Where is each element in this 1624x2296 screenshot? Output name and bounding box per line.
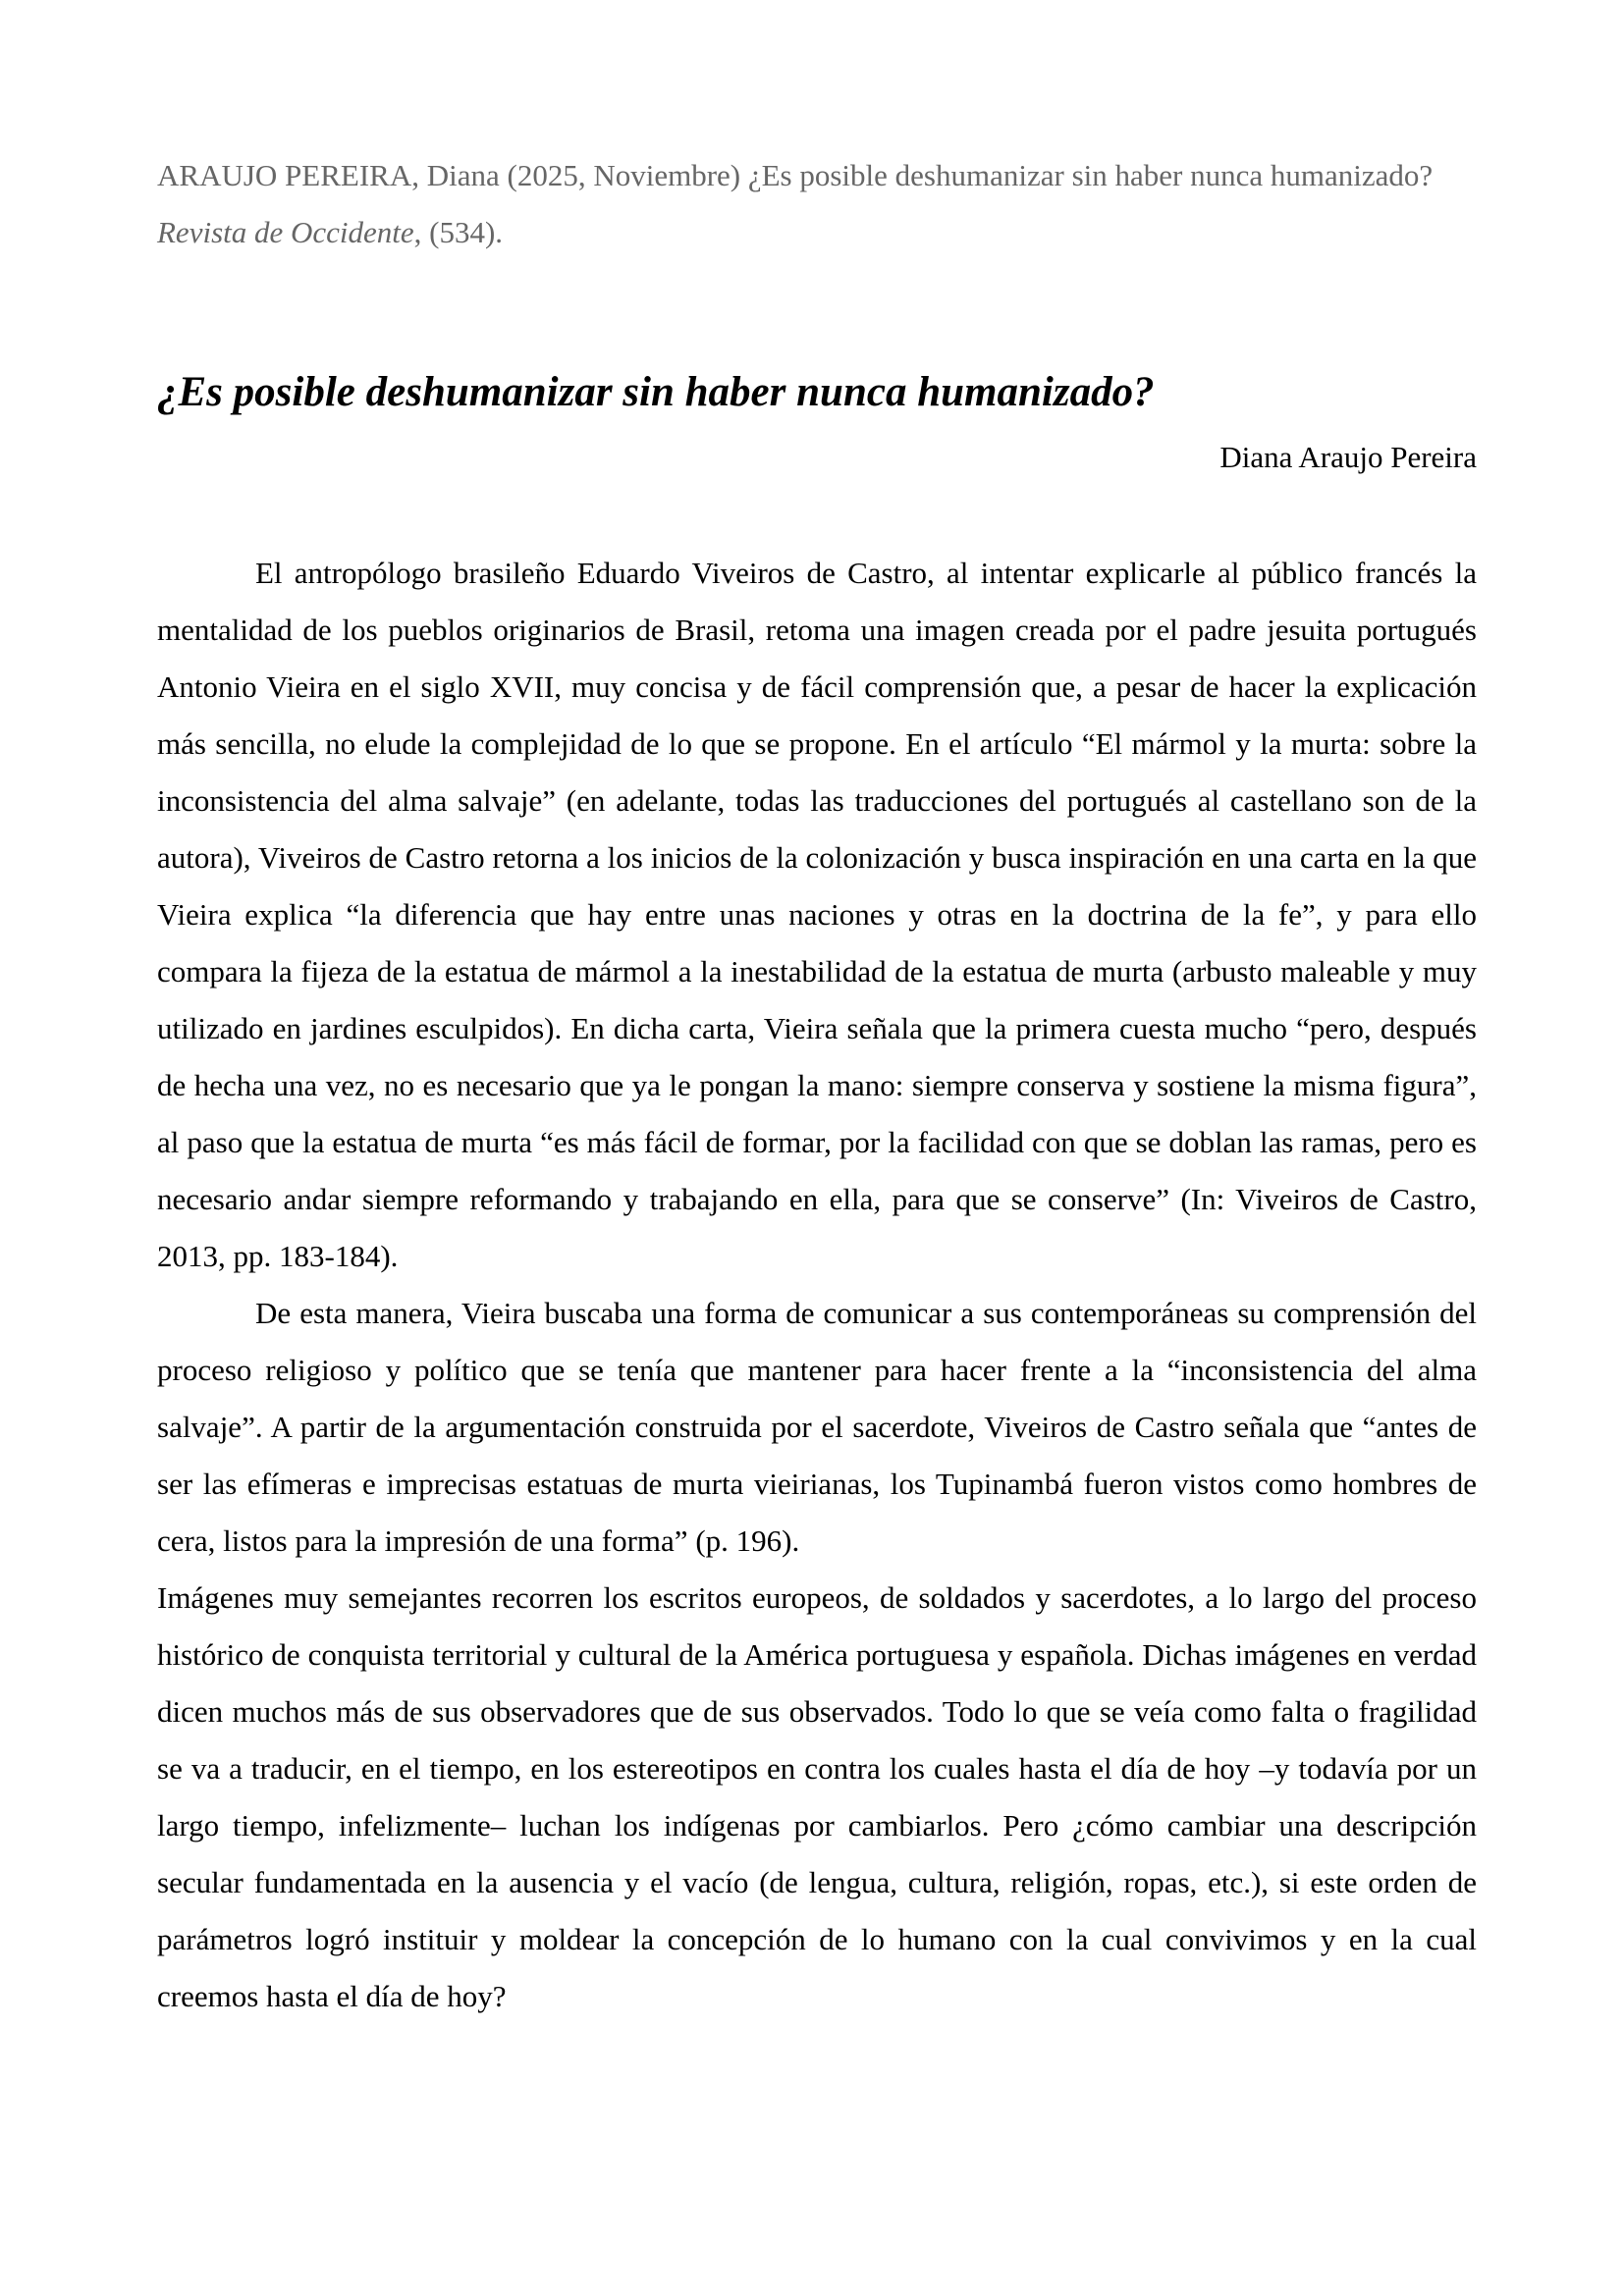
citation-journal: Revista de Occidente [157, 215, 414, 249]
citation [157, 147, 1477, 261]
paragraph-1: El antropólogo brasileño Eduardo Viveiros de Castro, al intentar explicarle al público francés la mentalidad de los pueblos originarios de Brasil, retoma una imagen creada por el padre jesuita portugués Antonio Vieira en el siglo XVII, muy concisa y de fácil comprensión que, a pesar de hacer la explicación más sencilla, no elude la complejidad de lo que se propone. En el artículo “El mármol y la murta: sobre la inconsistencia del alma salvaje” (en adelante, todas las traducciones del portugués al castellano son de la autora), Viveiros de Castro retorna a los inicios de la colonización y busca inspiración en una carta en la que Vieira explica “la diferencia que hay entre unas naciones y otras en la doctrina de la fe”, y para ello compara la fijeza de la estatua de mármol a la inestabilidad de la estatua de murta (arbusto maleable y muy utilizado en jardines esculpidos). En dicha carta, Vieira señala que la primera cuesta mucho “pero, después de hecha una vez, no es necesario que ya le pongan la mano: siempre conserva y sostiene la misma figura”, al paso que la estatua de murta “es más fácil de formar, por la facilidad con que se doblan las ramas, pero es necesario andar siempre reformando y trabajando en ella, para que se conserve” (In: Viveiros de Castro, 2013, pp. 183-184). [157, 556, 1477, 1273]
citation-article-title: ¿Es posible deshumanizar sin haber nunca humanizado? [747, 158, 1434, 192]
paragraph-2: De esta manera, Vieira buscaba una forma de comunicar a sus contemporáneas su comprensión del proceso religioso y político que se tenía que mantener para hacer frente a la “inconsistencia del alma salvaje”. A partir de la argumentación construida por el sacerdote, Viveiros de Castro señala que “antes de ser las efímeras e imprecisas estatuas de murta vieirianas, los Tupinambá fueron vistos como hombres de cera, listos para la impresión de una forma” (p. 196). [157, 1296, 1477, 1558]
article-title: ¿Es posible deshumanizar sin haber nunca humanizado? [157, 369, 1155, 415]
paragraph-3: Imágenes muy semejantes recorren los escritos europeos, de soldados y sacerdotes, a lo largo del proceso histórico de conquista territorial y cultural de la América portuguesa y española. Dichas imágenes en verdad dicen muchos más de sus observadores que de sus observados. Todo lo que se veía como falta o fragilidad se va a traducir, en el tiempo, en los estereotipos en contra los cuales hasta el día de hoy –y todavía por un largo tiempo, infelizmente– luchan los indígenas por cambiarlos. Pero ¿cómo cambiar una descripción secular fundamentada en la ausencia y el vacío (de lengua, cultura, religión, ropas, etc.), si este orden de parámetros logró instituir y moldear la concepción de lo humano con la cual convivimos y en la cual creemos hasta el día de hoy? [157, 1580, 1477, 2013]
article-body [157, 545, 1477, 2025]
article-author: Diana Araujo Pereira [1219, 440, 1477, 474]
citation-date: (2025, Noviembre) [507, 158, 741, 192]
citation-issue: , (534). [413, 215, 504, 249]
document-page [157, 147, 1477, 2013]
citation-authors: ARAUJO PEREIRA, Diana [157, 158, 500, 192]
